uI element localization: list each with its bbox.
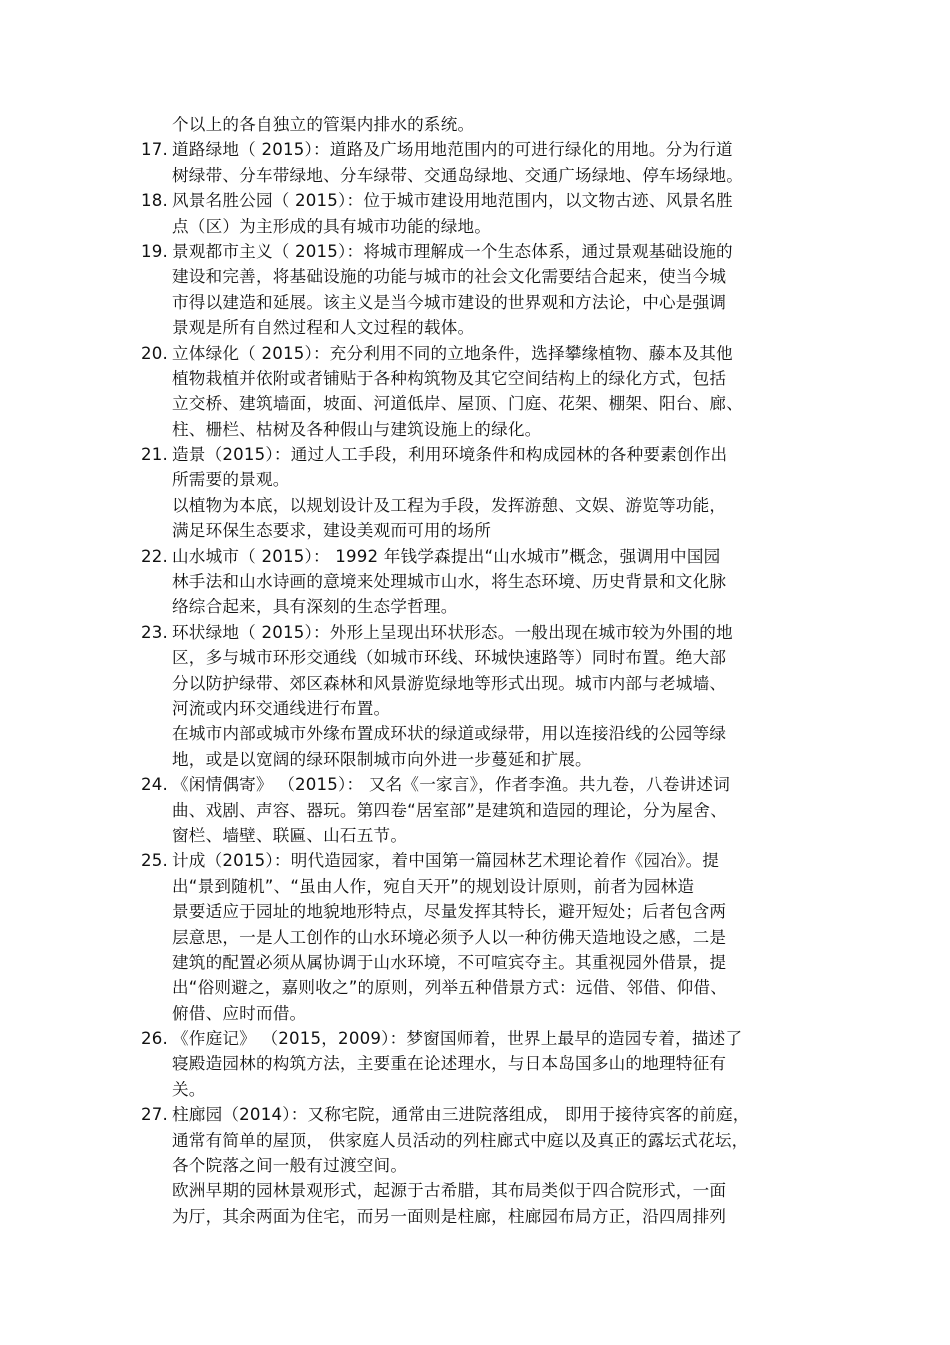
text-line — [0, 1204, 950, 1229]
text-line — [0, 798, 950, 823]
line-text: 造景（2015）：通过人工手段，利用环境条件和构成园林的各种要素创作出 — [172, 445, 728, 465]
item-number: 27. — [141, 1105, 168, 1125]
text-line — [0, 290, 950, 315]
text-line — [0, 163, 950, 188]
text-line — [0, 823, 950, 848]
line-text: 所需要的景观。 — [172, 470, 290, 490]
line-text: 市得以建造和延展。该主义是当今城市建设的世界观和方法论，中心是强调 — [172, 292, 727, 312]
line-text: 欧洲早期的园林景观形式，起源于古希腊，其布局类似于四合院形式，一面 — [172, 1181, 727, 1201]
line-text: 出“俗则避之，嘉则收之”的原则，列举五种借景方式：远借、邻借、仰借、 — [172, 978, 727, 998]
text-line — [0, 264, 950, 289]
text-line — [0, 467, 950, 492]
list-item-start — [0, 1026, 950, 1051]
text-line — [0, 315, 950, 340]
item-number: 17. — [141, 140, 168, 160]
list-item-start — [0, 188, 950, 213]
line-text: 道路绿地（ 2015）：道路及广场用地范围内的可进行绿化的用地。分为行道 — [172, 140, 733, 160]
line-text: 地，或是以宽阔的绿环限制城市向外进一步蔓延和扩展。 — [172, 749, 592, 769]
text-line — [0, 950, 950, 975]
text-line — [0, 747, 950, 772]
line-text: 《作庭记》 （2015，2009）：梦窗国师着，世界上最早的造园专着，描述了 — [172, 1029, 743, 1049]
line-text: 植物栽植并依附或者铺贴于各种构筑物及其它空间结构上的绿化方式，包括 — [172, 368, 727, 388]
text-line — [0, 1153, 950, 1178]
line-text: 各个院落之间一般有过渡空间。 — [172, 1156, 408, 1176]
line-text: 柱、栅栏、枯树及各种假山与建筑设施上的绿化。 — [172, 419, 542, 439]
text-line — [0, 874, 950, 899]
item-number: 25. — [141, 851, 168, 871]
line-text: 林手法和山水诗画的意境来处理城市山水，将生态环境、历史背景和文化脉 — [172, 572, 727, 592]
item-number: 24. — [141, 775, 168, 795]
line-text: 满足环保生态要求，建设美观而可用的场所 — [172, 521, 492, 541]
line-text: 以植物为本底，以规划设计及工程为手段，发挥游憩、文娱、游览等功能， — [172, 495, 727, 515]
text-line — [0, 1178, 950, 1203]
line-text: 景观都市主义（ 2015）：将城市理解成一个生态体系，通过景观基础设施的 — [172, 241, 733, 261]
line-text: 个以上的各自独立的管渠内排水的系统。 — [172, 115, 475, 134]
item-number: 26. — [141, 1029, 168, 1049]
text-line — [0, 1077, 950, 1102]
text-line — [0, 671, 950, 696]
list-item-start — [0, 848, 950, 873]
line-text: 立交桥、建筑墙面，坡面、河道低岸、屋顶、门庭、花架、棚架、阳台、廊、 — [172, 394, 743, 414]
item-number: 21. — [141, 445, 168, 465]
list-item-start — [0, 341, 950, 366]
line-text: 建设和完善，将基础设施的功能与城市的社会文化需要结合起来，使当今城 — [172, 267, 727, 287]
line-text: 通常有简单的屋顶， 供家庭人员活动的列柱廊式中庭以及真正的露坛式花坛， — [172, 1130, 749, 1150]
line-text: 寝殿造园林的构筑方法，主要重在论述理水，与日本岛国多山的地理特征有 — [172, 1054, 727, 1074]
line-text: 景要适应于园址的地貌地形特点，尽量发挥其特长，避开短处；后者包含两 — [172, 902, 727, 922]
text-line — [0, 594, 950, 619]
line-text: 络综合起来，具有深刻的生态学哲理。 — [172, 597, 458, 617]
text-line — [0, 925, 950, 950]
line-text: 河流或内环交通线进行布置。 — [172, 698, 391, 718]
line-text: 在城市内部或城市外缘布置成环状的绿道或绿带，用以连接沿线的公园等绿 — [172, 724, 727, 744]
item-number: 20. — [141, 343, 168, 363]
document-page — [0, 112, 950, 1229]
list-item-start — [0, 137, 950, 162]
text-line — [0, 899, 950, 924]
text-line — [0, 1128, 950, 1153]
line-text: 区，多与城市环形交通线（如城市环线、环城快速路等）同时布置。绝大部 — [172, 648, 727, 668]
line-text: 为厅，其余两面为住宅，而另一面则是柱廊，柱廊园布局方正，沿四周排列 — [172, 1206, 727, 1226]
item-number: 18. — [141, 191, 168, 211]
text-line — [0, 696, 950, 721]
line-text: 山水城市（ 2015）： 1992 年钱学森提出“山水城市”概念，强调用中国园 — [172, 546, 721, 566]
line-text: 《闲情偶寄》 （2015）： 又名《一家言》，作者李渔。共九卷，八卷讲述词 — [172, 775, 730, 795]
line-text: 树绿带、分车带绿地、分车绿带、交通岛绿地、交通广场绿地、停车场绿地。 — [172, 165, 743, 185]
line-text: 分以防护绿带、郊区森林和风景游览绿地等形式出现。城市内部与老城墙、 — [172, 673, 727, 693]
line-text: 层意思，一是人工创作的山水环境必须予人以一种彷佛天造地设之感，二是 — [172, 927, 727, 947]
line-text: 计成（2015）：明代造园家，着中国第一篇园林艺术理论着作《园冶》。提 — [172, 851, 720, 871]
list-item-start — [0, 239, 950, 264]
item-number: 23. — [141, 622, 168, 642]
line-text: 立体绿化（ 2015）：充分利用不同的立地条件，选择攀缘植物、藤本及其他 — [172, 343, 733, 363]
line-text: 风景名胜公园（ 2015）：位于城市建设用地范围内，以文物古迹、风景名胜 — [172, 191, 733, 211]
text-line — [0, 975, 950, 1000]
text-line — [0, 1001, 950, 1026]
text-line — [0, 1051, 950, 1076]
item-number: 19. — [141, 241, 168, 261]
list-item-start — [0, 544, 950, 569]
text-line — [0, 721, 950, 746]
text-line — [0, 366, 950, 391]
line-text: 柱廊园（2014）：又称宅院，通常由三进院落组成， 即用于接待宾客的前庭， — [172, 1105, 750, 1125]
text-line — [0, 417, 950, 442]
text-line — [0, 214, 950, 239]
line-text: 出“景到随机”、“虽由人作，宛自天开”的规划设计原则，前者为园林造 — [172, 876, 695, 896]
line-text: 曲、戏剧、声容、器玩。第四卷“居室部”是建筑和造园的理论，分为屋舍、 — [172, 800, 727, 820]
line-text: 点（区）为主形成的具有城市功能的绿地。 — [172, 216, 492, 236]
text-line — [0, 112, 950, 137]
list-item-start — [0, 442, 950, 467]
list-item-start — [0, 772, 950, 797]
line-text: 建筑的配置必须从属协调于山水环境，不可喧宾夺主。其重视园外借景，提 — [172, 952, 727, 972]
text-line — [0, 518, 950, 543]
line-text: 关。 — [172, 1079, 206, 1099]
line-text: 景观是所有自然过程和人文过程的载体。 — [172, 318, 475, 338]
line-text: 俯借、应时而借。 — [172, 1003, 307, 1023]
text-line — [0, 645, 950, 670]
line-text: 环状绿地（ 2015）：外形上呈现出环状形态。一般出现在城市较为外围的地 — [172, 622, 733, 642]
list-item-start — [0, 1102, 950, 1127]
text-line — [0, 493, 950, 518]
text-line — [0, 569, 950, 594]
item-number: 22. — [141, 546, 168, 566]
line-text: 窗栏、墙壁、联匾、山石五节。 — [172, 825, 408, 845]
list-item-start — [0, 620, 950, 645]
text-line — [0, 391, 950, 416]
